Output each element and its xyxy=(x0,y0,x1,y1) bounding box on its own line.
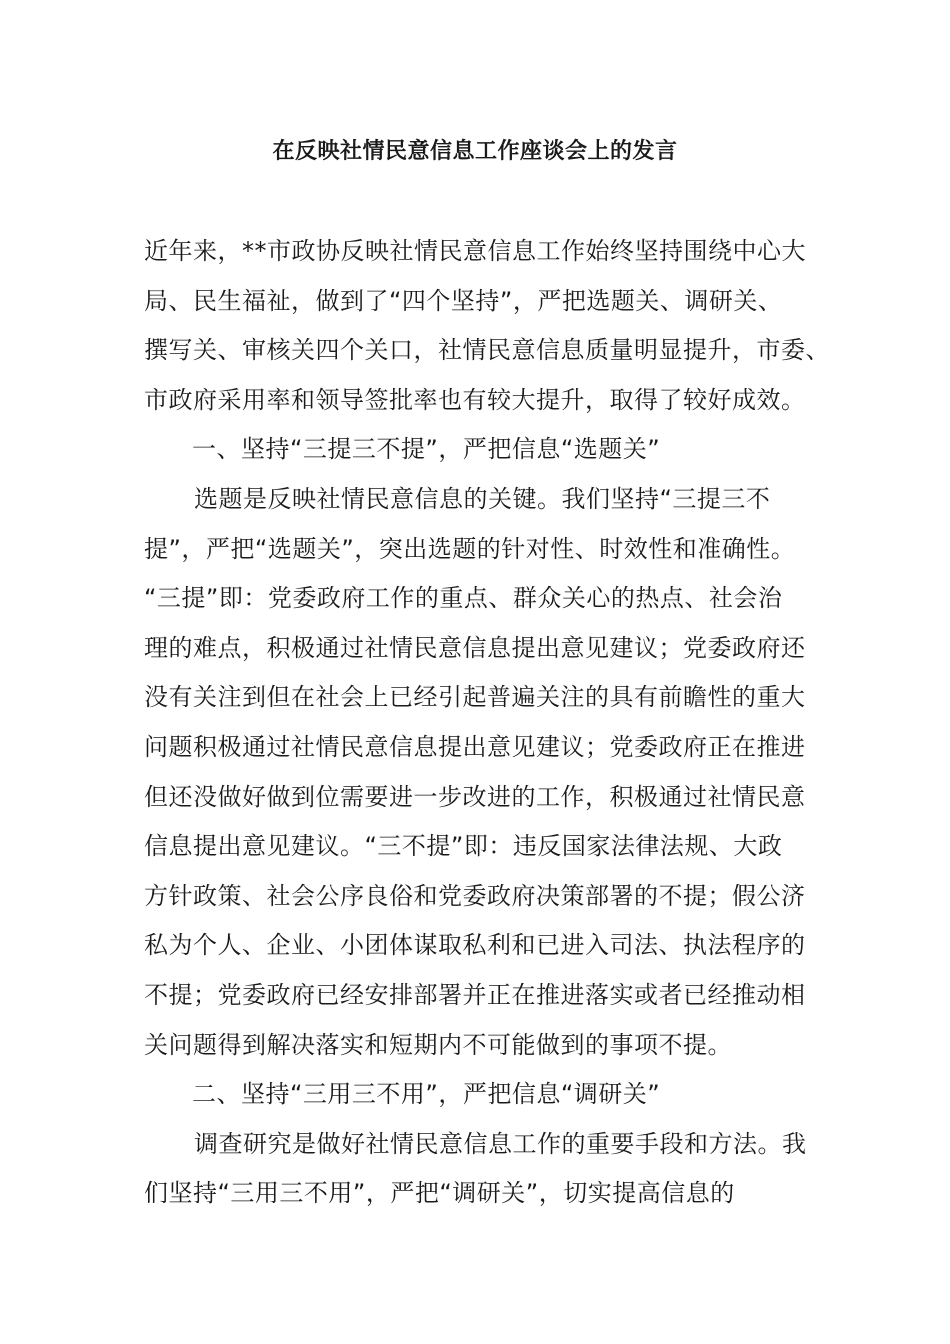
text-line: 近年来，**市政协反映社情民意信息工作始终坚持围绕中心大 xyxy=(144,237,806,265)
text-line: 私为个人、企业、小团体谋取私利和已进入司法、执法程序的 xyxy=(144,931,806,960)
section-heading-1: 一、坚持“三提三不提”，严把信息“选题关” xyxy=(192,435,661,464)
text-line: 问题积极通过社情民意信息提出意见建议；党委政府正在推进 xyxy=(144,732,806,761)
text-line: 理的难点，积极通过社情民意信息提出意见建议；党委政府还 xyxy=(144,633,806,662)
document-title: 在反映社情民意信息工作座谈会上的发言 xyxy=(272,139,678,164)
text-line: 调查研究是做好社情民意信息工作的重要手段和方法。我 xyxy=(194,1129,807,1158)
text-line: “三提”即：党委政府工作的重点、群众关心的热点、社会治 xyxy=(144,584,783,613)
text-line: 关问题得到解决落实和短期内不可能做到的事项不提。 xyxy=(144,1030,732,1059)
text-line: 选题是反映社情民意信息的关键。我们坚持“三提三不 xyxy=(194,484,771,513)
text-line: 局、民生福祉，做到了“四个坚持”，严把选题关、调研关、 xyxy=(144,286,783,315)
text-line: 方针政策、社会公序良俗和党委政府决策部署的不提；假公济 xyxy=(144,881,806,910)
text-line: 信息提出意见建议。“三不提”即：违反国家法律法规、大政 xyxy=(144,832,783,861)
document-body xyxy=(144,227,830,1219)
text-line: 们坚持“三用三不用”，严把“调研关”，切实提高信息的 xyxy=(144,1179,735,1208)
text-line: 撰写关、审核关四个关口，社情民意信息质量明显提升，市委、 xyxy=(144,336,830,365)
section-heading-2: 二、坚持“三用三不用”，严把信息“调研关” xyxy=(192,1080,661,1109)
text-line: 没有关注到但在社会上已经引起普遍关注的具有前瞻性的重大 xyxy=(144,683,806,712)
text-line: 但还没做好做到位需要进一步改进的工作，积极通过社情民意 xyxy=(144,782,806,811)
text-line: 市政府采用率和领导签批率也有较大提升，取得了较好成效。 xyxy=(144,385,806,414)
text-line: 提”，严把“选题关”，突出选题的针对性、时效性和准确性。 xyxy=(144,534,796,563)
text-line: 不提；党委政府已经安排部署并正在推进落实或者已经推动相 xyxy=(144,980,806,1009)
